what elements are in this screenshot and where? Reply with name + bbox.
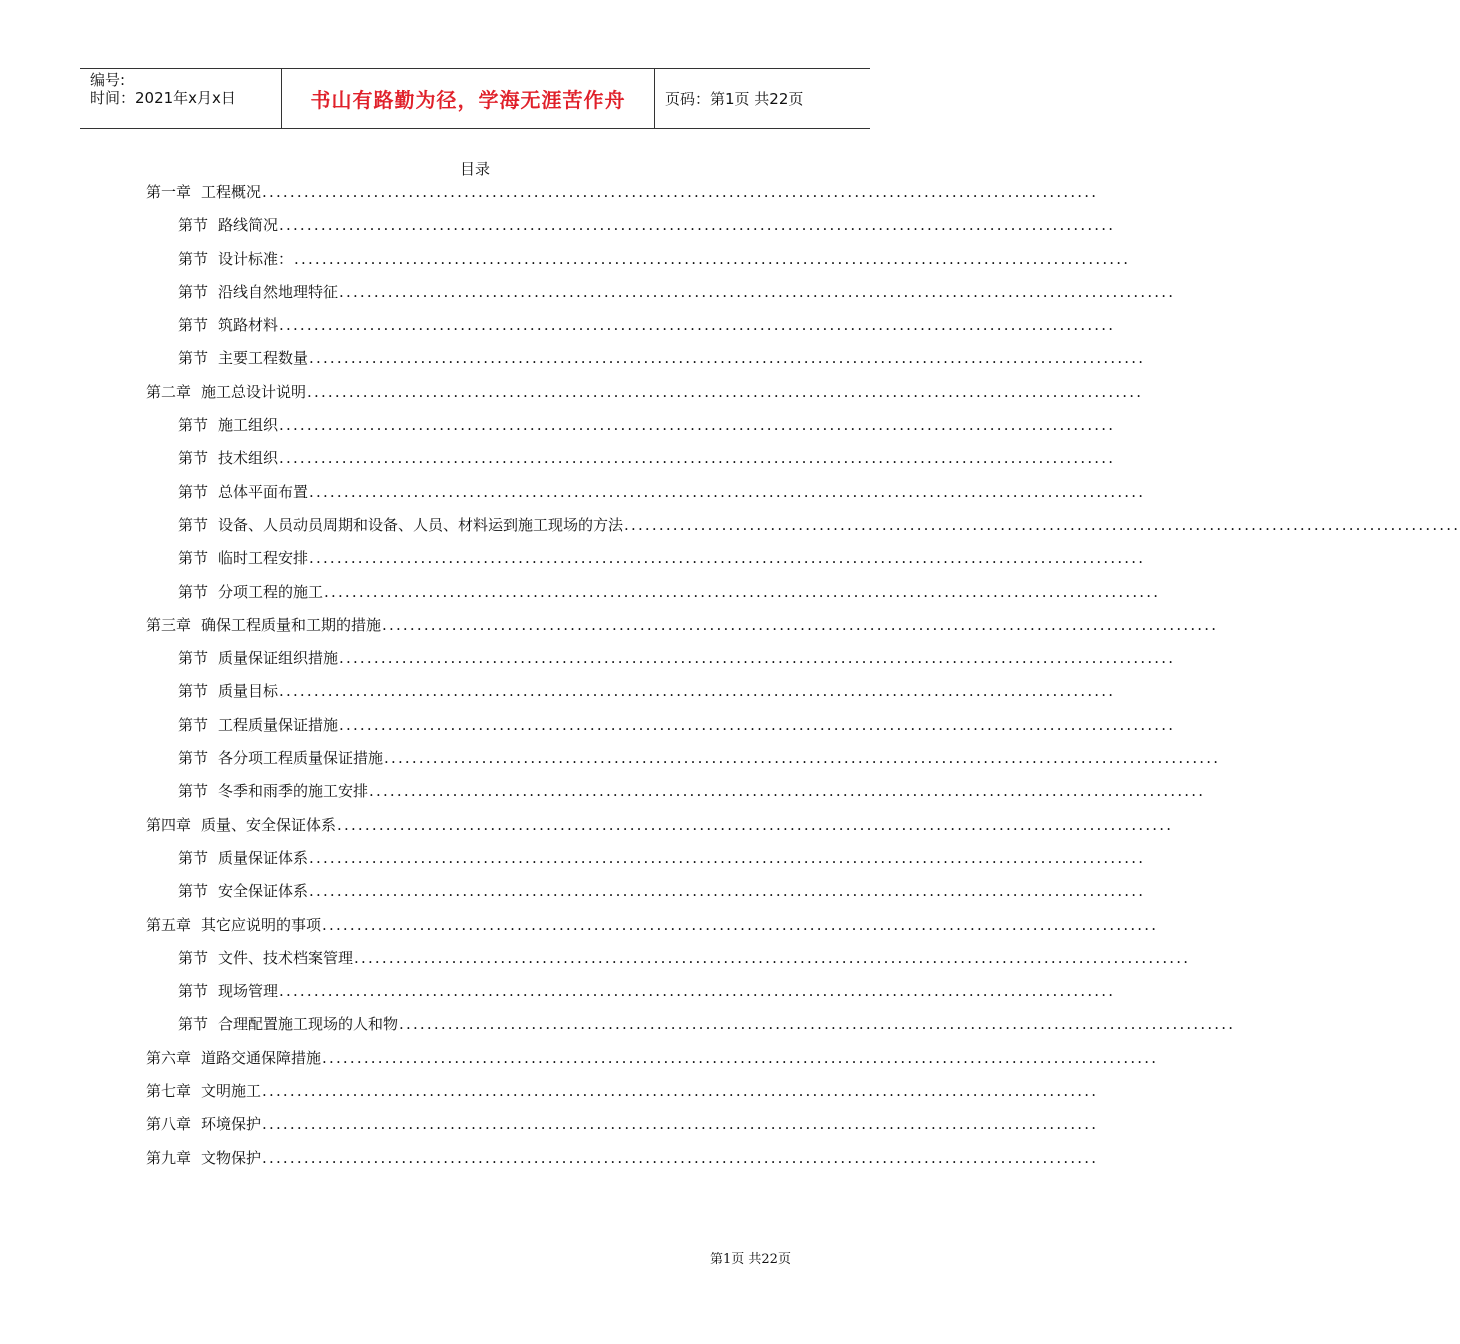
toc-entry-number: 第二章	[146, 382, 192, 401]
header-page-info: 页码：第1页 共22页	[665, 90, 804, 108]
toc-entry-text: 施工总设计说明	[201, 382, 307, 401]
toc-leader-dots: ........................................................................................................................	[339, 282, 1176, 301]
toc-entry-number: 第一章	[146, 183, 192, 201]
toc-entry-number: 第九章	[146, 1148, 192, 1167]
toc-entry-text: 各分项工程质量保证措施	[218, 749, 384, 768]
toc-section-entry[interactable]	[146, 647, 1176, 680]
toc-section-entry[interactable]	[146, 347, 1146, 380]
toc-entry-text: 其它应说明的事项	[201, 915, 322, 934]
toc-entry-text: 安全保证体系	[218, 882, 309, 901]
toc-chapter-entry[interactable]	[146, 1080, 1099, 1113]
toc-entry-number: 第三章	[146, 615, 192, 634]
toc-leader-dots: ........................................................................................................................	[624, 515, 1460, 534]
toc-entry-text: 分项工程的施工	[218, 582, 324, 601]
toc-leader-dots: ........................................................................................................................	[279, 316, 1116, 335]
toc-entry-number: 第八章	[146, 1115, 192, 1134]
toc-section-entry[interactable]	[146, 514, 1460, 547]
toc-leader-dots: ........................................................................................................................	[384, 749, 1221, 768]
toc-leader-dots: ........................................................................................................................	[262, 1148, 1099, 1167]
toc-entry-text: 主要工程数量	[218, 349, 309, 368]
toc-entry-text: 质量目标	[218, 682, 279, 701]
toc-entry-number: 第节	[178, 549, 209, 568]
toc-entry-number: 第节	[178, 848, 209, 867]
toc-entry-number: 第节	[178, 515, 209, 534]
toc-leader-dots: ........................................................................................................................	[337, 815, 1174, 834]
toc-entry-number: 第节	[178, 948, 209, 967]
toc-entry-text: 现场管理	[218, 982, 279, 1001]
toc-chapter-entry[interactable]	[146, 181, 1099, 214]
toc-section-entry[interactable]	[146, 314, 1116, 347]
toc-section-entry[interactable]	[146, 747, 1221, 780]
toc-entry-number: 第节	[178, 749, 209, 768]
header-motto: 书山有路勤为径，学海无涯苦作舟	[282, 69, 655, 128]
toc-entry-text: 设备、人员动员周期和设备、人员、材料运到施工现场的方法	[218, 515, 624, 534]
toc-entry-number: 第节	[178, 416, 209, 435]
toc-chapter-entry[interactable]	[146, 614, 1219, 647]
toc-entry-number: 第节	[178, 316, 209, 335]
toc-leader-dots: ........................................................................................................................	[339, 715, 1176, 734]
toc-chapter-entry[interactable]	[146, 914, 1159, 947]
toc-leader-dots: ........................................................................................................................	[279, 982, 1116, 1001]
toc-entry-text: 环境保护	[201, 1115, 262, 1134]
toc-leader-dots: ........................................................................................................................	[279, 216, 1116, 235]
toc-entry-text: 确保工程质量和工期的措施	[201, 615, 382, 634]
toc-leader-dots: ........................................................................................................................	[279, 416, 1116, 435]
toc-leader-dots: ........................................................................................................................	[309, 549, 1146, 568]
toc-entry-text: 设计标准：	[218, 249, 294, 268]
toc-entry-text: 临时工程安排	[218, 549, 309, 568]
toc-entry-text: 文明施工	[201, 1082, 262, 1101]
toc-leader-dots: ........................................................................................................................	[309, 349, 1146, 368]
toc-entry-text: 总体平面布置	[218, 482, 309, 501]
toc-section-entry[interactable]	[146, 714, 1176, 747]
toc-leader-dots: ........................................................................................................................	[339, 649, 1176, 668]
toc-leader-dots: ........................................................................................................................	[262, 1082, 1099, 1101]
header-meta	[80, 69, 282, 128]
toc-entry-text: 施工组织	[218, 416, 279, 435]
toc-entry-number: 第节	[178, 349, 209, 368]
toc-leader-dots: ........................................................................................................................	[399, 1015, 1236, 1034]
toc-section-entry[interactable]	[146, 780, 1206, 813]
toc-leader-dots: ........................................................................................................................	[294, 249, 1131, 268]
toc-entry-text: 工程质量保证措施	[218, 715, 339, 734]
toc-entry-number: 第五章	[146, 915, 192, 934]
toc-entry-number: 第节	[178, 249, 209, 268]
toc-entry-text: 沿线自然地理特征	[218, 282, 339, 301]
toc-leader-dots: ........................................................................................................................	[279, 682, 1116, 701]
toc-entry-number: 第节	[178, 982, 209, 1001]
toc-chapter-entry[interactable]	[146, 1047, 1159, 1080]
toc-entry-text: 文物保护	[201, 1148, 262, 1167]
toc-entry-number: 第节	[178, 682, 209, 701]
toc-leader-dots: ........................................................................................................................	[279, 449, 1116, 468]
page-footer: 第1页 共22页	[710, 1252, 791, 1267]
toc-section-entry[interactable]	[146, 281, 1176, 314]
toc-entry-text: 质量保证体系	[218, 848, 309, 867]
toc-section-entry[interactable]	[146, 1013, 1236, 1046]
toc-leader-dots: ........................................................................................................................	[322, 915, 1159, 934]
toc-section-entry[interactable]	[146, 980, 1116, 1013]
toc-leader-dots: ........................................................................................................................	[309, 848, 1146, 867]
toc-leader-dots: ........................................................................................................................	[322, 1048, 1159, 1067]
toc-entry-text: 冬季和雨季的施工安排	[218, 782, 369, 801]
toc-entry-text: 合理配置施工现场的人和物	[218, 1015, 399, 1034]
toc-entry-number: 第节	[178, 649, 209, 668]
toc-entry-number: 第节	[178, 1015, 209, 1034]
toc-entry-number: 第节	[178, 482, 209, 501]
code-label: 编号:	[90, 71, 126, 89]
toc-leader-dots: ........................................................................................................................	[382, 615, 1219, 634]
toc-section-entry[interactable]	[146, 680, 1116, 713]
toc-leader-dots: ........................................................................................................................	[324, 582, 1161, 601]
toc-entry-text: 筑路材料	[218, 316, 279, 335]
toc-entry-number: 第节	[178, 782, 209, 801]
toc-entry-number: 第六章	[146, 1048, 192, 1067]
toc-section-entry[interactable]	[146, 481, 1146, 514]
toc-entry-number: 第节	[178, 216, 209, 235]
toc-entry-number: 第节	[178, 449, 209, 468]
toc-leader-dots: ........................................................................................................................	[262, 1115, 1099, 1134]
toc-entry-text: 技术组织	[218, 449, 279, 468]
toc-entry-number: 第节	[178, 882, 209, 901]
toc-entry-number: 第七章	[146, 1082, 192, 1101]
toc-chapter-entry[interactable]	[146, 1113, 1099, 1146]
toc-entry-number: 第节	[178, 582, 209, 601]
toc-title: 目录	[459, 160, 490, 178]
toc-chapter-entry[interactable]	[146, 814, 1174, 847]
toc-entry-text: 工程概况	[201, 183, 262, 201]
toc-entry-text: 质量保证组织措施	[218, 649, 339, 668]
toc-leader-dots: ........................................................................................................................	[309, 482, 1146, 501]
toc-section-entry[interactable]	[146, 248, 1131, 281]
toc-leader-dots: ........................................................................................................................	[354, 948, 1191, 967]
toc-section-entry[interactable]	[146, 414, 1116, 447]
toc-chapter-entry[interactable]	[146, 1147, 1099, 1180]
toc-entry-text: 路线简况	[218, 216, 279, 235]
toc-entry-number: 第节	[178, 282, 209, 301]
page-header	[80, 68, 870, 129]
toc-entry-text: 道路交通保障措施	[201, 1048, 322, 1067]
time-label: 时间：2021年x月x日	[90, 89, 236, 107]
toc-section-entry[interactable]	[146, 547, 1146, 580]
toc-leader-dots: ........................................................................................................................	[369, 782, 1206, 801]
toc-entry-text: 质量、安全保证体系	[201, 815, 337, 834]
toc-leader-dots: ........................................................................................................................	[309, 882, 1146, 901]
toc-leader-dots: ........................................................................................................................	[262, 183, 1099, 201]
toc-section-entry[interactable]	[146, 847, 1146, 880]
toc-entry-number: 第四章	[146, 815, 192, 834]
toc-section-entry[interactable]	[146, 880, 1146, 913]
toc-section-entry[interactable]	[146, 214, 1116, 247]
toc-section-entry[interactable]	[146, 447, 1116, 480]
toc-section-entry[interactable]	[146, 581, 1161, 614]
toc-chapter-entry[interactable]	[146, 381, 1144, 414]
toc-entry-number: 第节	[178, 715, 209, 734]
toc-entry-text: 文件、技术档案管理	[218, 948, 354, 967]
toc-leader-dots: ........................................................................................................................	[307, 382, 1144, 401]
toc-section-entry[interactable]	[146, 947, 1191, 980]
table-of-contents	[146, 181, 1460, 1180]
